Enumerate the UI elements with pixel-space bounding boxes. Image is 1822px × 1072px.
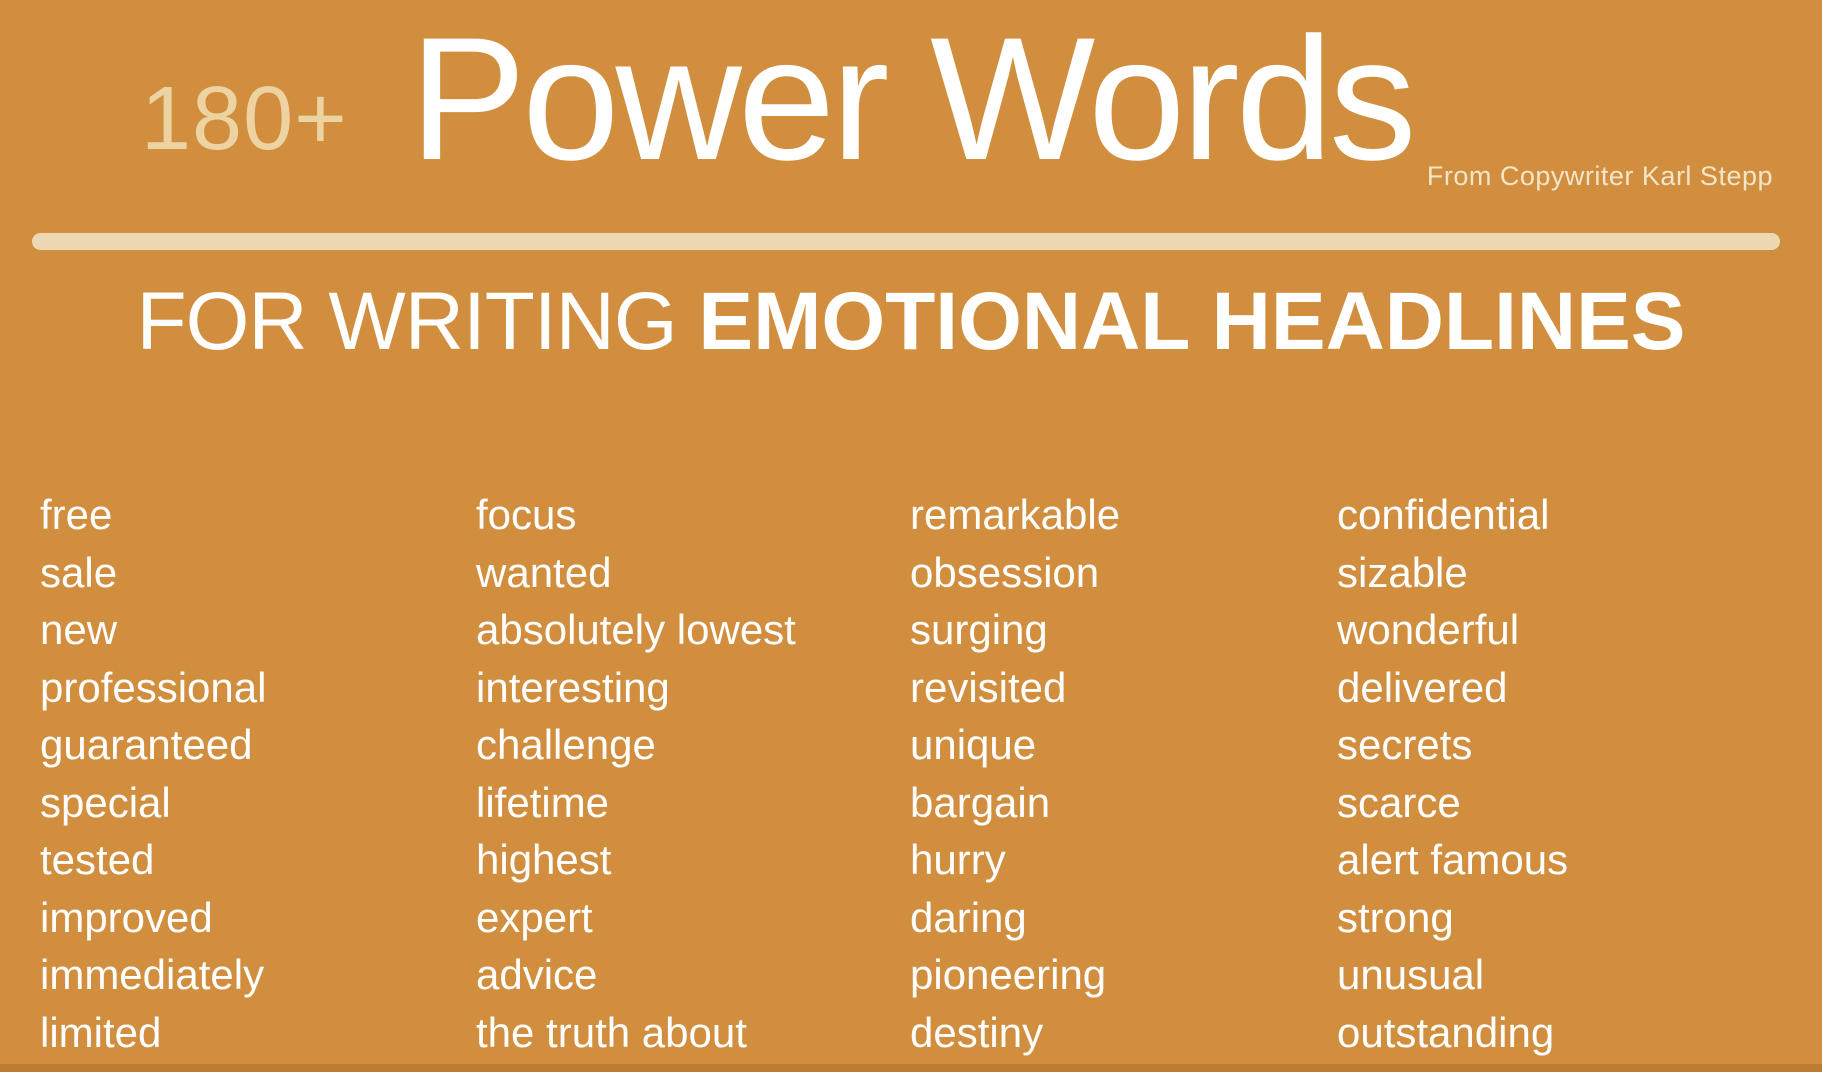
word-item: sizable	[1337, 548, 1468, 596]
subtitle-light-text: FOR WRITING	[136, 276, 677, 367]
word-item: hurry	[910, 836, 1006, 883]
word-item: unusual	[1337, 951, 1485, 998]
word-item: surging	[910, 606, 1048, 653]
word-item: interesting	[476, 663, 670, 711]
word-item: sale	[40, 548, 118, 596]
word-item: scarce	[1337, 778, 1461, 826]
word-column-1	[40, 486, 266, 1061]
word-item: absolutely lowest	[476, 606, 796, 653]
word-column-2	[476, 486, 796, 1061]
author-credit: From Copywriter Karl Stepp	[1426, 161, 1773, 191]
word-item: guaranteed	[40, 721, 253, 768]
subtitle	[0, 276, 1822, 367]
word-item: destiny	[910, 1008, 1044, 1056]
word-item: unique	[910, 721, 1037, 768]
word-item: obsession	[910, 548, 1100, 596]
divider-rule	[32, 233, 1780, 250]
word-item: immediately	[40, 951, 265, 998]
word-item: revisited	[910, 663, 1067, 711]
word-item: bargain	[910, 778, 1051, 826]
word-item: delivered	[1337, 663, 1508, 711]
word-item: wanted	[476, 548, 612, 596]
word-item: limited	[40, 1008, 162, 1056]
subtitle-bold-text: EMOTIONAL HEADLINES	[698, 276, 1686, 367]
word-item: confidential	[1337, 491, 1550, 538]
word-item: the truth about	[476, 1008, 747, 1056]
page-title: Power Words	[409, 2, 1413, 197]
word-item: special	[40, 778, 171, 826]
word-item: strong	[1337, 893, 1454, 941]
word-column-4	[1337, 486, 1568, 1061]
word-count-badge: 180+	[141, 69, 348, 169]
word-item: free	[40, 491, 113, 538]
word-item: highest	[476, 836, 612, 883]
word-item: secrets	[1337, 721, 1473, 768]
word-item: challenge	[476, 721, 656, 768]
word-item: focus	[476, 491, 577, 538]
word-item: pioneering	[910, 951, 1107, 998]
word-item: expert	[476, 893, 593, 941]
word-item: professional	[40, 663, 267, 711]
word-item: advice	[476, 951, 598, 998]
word-item: lifetime	[476, 778, 610, 826]
word-item: improved	[40, 893, 213, 941]
word-column-3	[910, 486, 1120, 1061]
word-item: new	[40, 606, 118, 653]
word-item: tested	[40, 836, 155, 883]
word-item: wonderful	[1337, 606, 1520, 653]
bottom-edge-strip	[0, 1064, 1822, 1072]
word-item: daring	[910, 893, 1027, 941]
word-item: outstanding	[1337, 1008, 1555, 1056]
word-item: remarkable	[910, 491, 1121, 538]
word-item: alert famous	[1337, 836, 1569, 883]
